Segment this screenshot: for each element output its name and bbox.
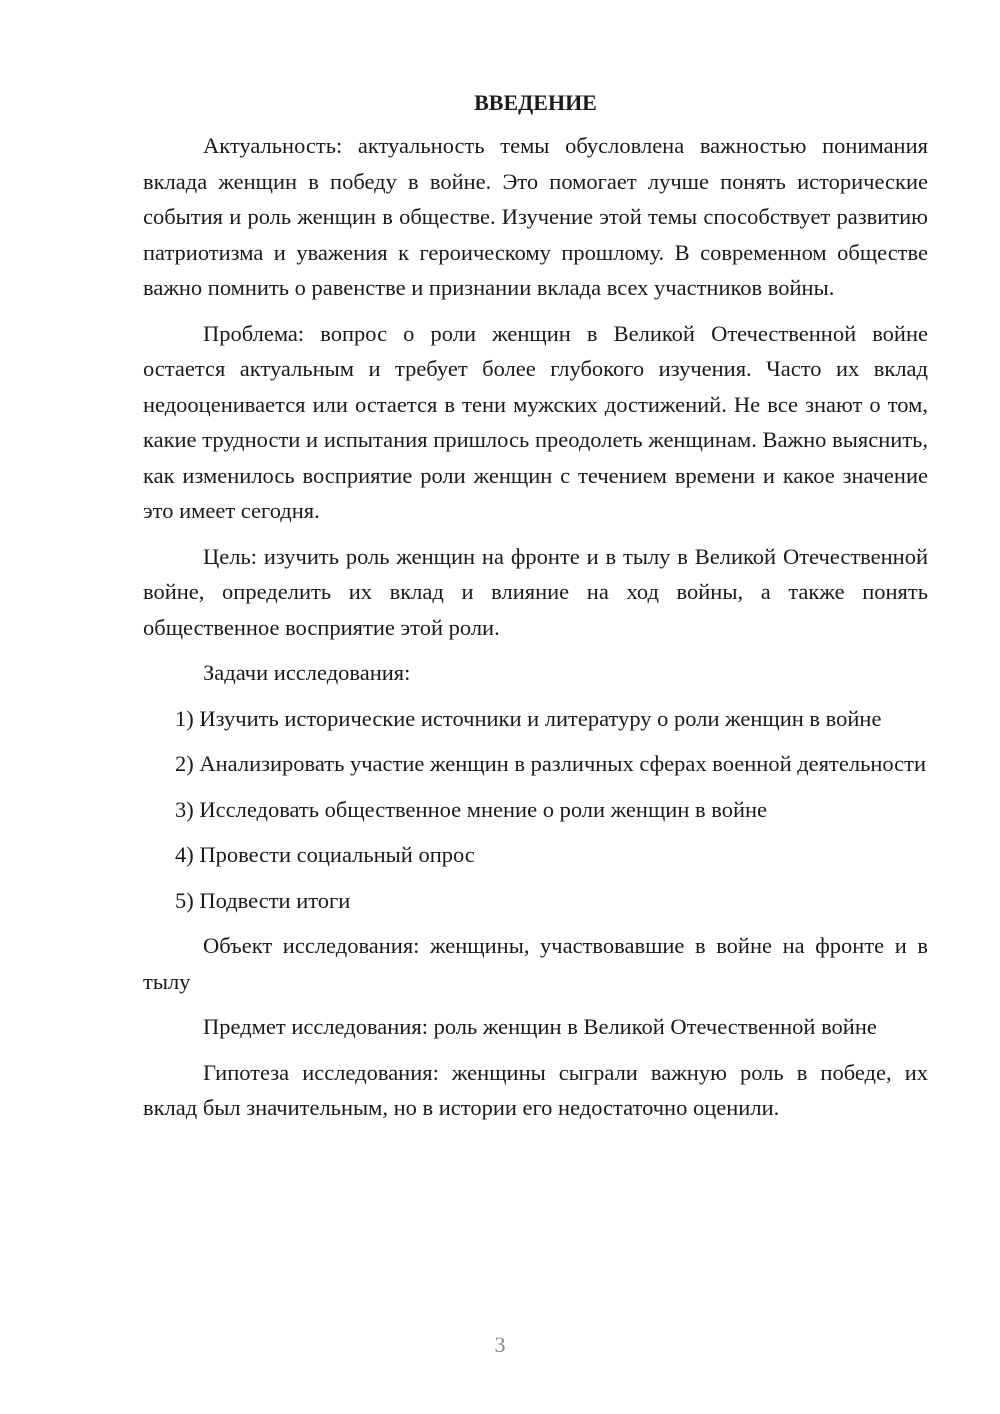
paragraph-goal: Цель: изучить роль женщин на фронте и в тылу в Великой Отечественной войне, определить их вклад и влияние на ход войны, а также понять общественное восприятие этой роли. <box>143 543 928 640</box>
task-item: 1) Изучить исторические источники и литературу о роли женщин в войне <box>175 705 882 731</box>
page-number: 3 <box>494 1332 506 1357</box>
paragraph-relevance: Актуальность: актуальность темы обусловлена важностью понимания вклада женщин в победу в войне. Это помогает лучше понять исторические события и роль женщин в обществе. Изучение этой темы способствует развитию патриотизма и уважения к героическому прошлому. В современном обществе важно помнить о равенстве и признании вклада всех участников войны. <box>143 133 928 300</box>
paragraph-subject: Предмет исследования: роль женщин в Великой Отечественной войне <box>203 1014 877 1039</box>
task-item: 3) Исследовать общественное мнение о роли женщин в войне <box>175 796 768 822</box>
task-item: 2) Анализировать участие женщин в различных сферах военной деятельности <box>175 751 927 776</box>
section-title: ВВЕДЕНИЕ <box>474 90 597 115</box>
document-page <box>143 88 928 1136</box>
paragraph-object: Объект исследования: женщины, участвовавшие в войне на фронте и в тылу <box>143 933 928 994</box>
paragraph-hypothesis: Гипотеза исследования: женщины сыграли важную роль в победе, их вклад был значительным, но в истории его недостаточно оценили. <box>143 1059 928 1120</box>
task-item: 4) Провести социальный опрос <box>175 842 475 867</box>
paragraph-problem: Проблема: вопрос о роли женщин в Великой Отечественной войне остается актуальным и требует более глубокого изучения. Часто их вклад недооценивается или остается в тени мужских достижений. Не все знают о том, какие трудности и испытания пришлось преодолеть женщинам. Важно выяснить, как изменилось восприятие роли женщин с течением времени и какое значение это имеет сегодня. <box>143 320 928 523</box>
tasks-heading: Задачи исследования: <box>203 660 411 685</box>
task-item: 5) Подвести итоги <box>175 887 351 913</box>
